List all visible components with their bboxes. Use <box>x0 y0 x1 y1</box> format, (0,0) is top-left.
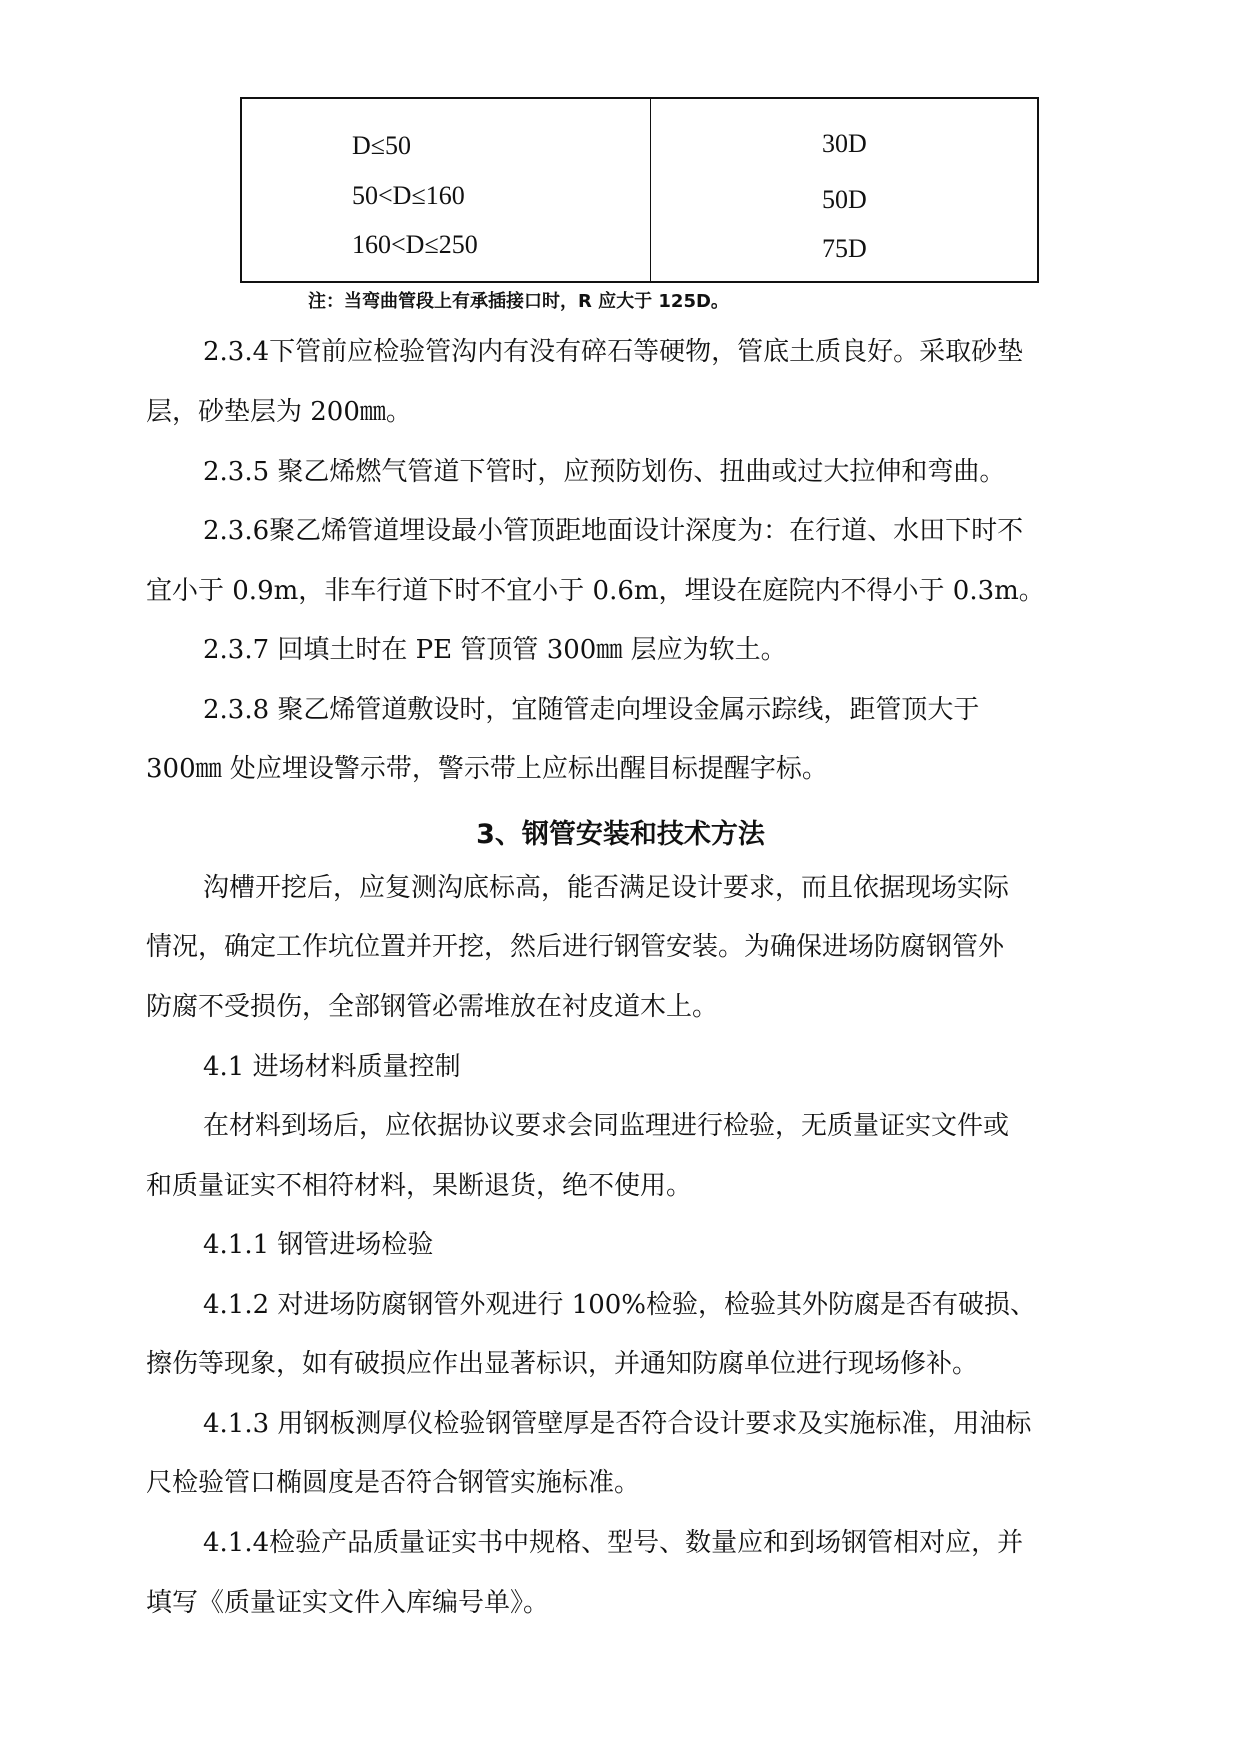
section-heading: 3、钢管安装和技术方法 <box>476 819 765 850</box>
paragraph-line: 4.1.4检验产品质量证实书中规格、型号、数量应和到场钢管相对应，并 <box>203 1528 1024 1558</box>
paragraph-line: 2.3.5 聚乙烯燃气管道下管时，应预防划伤、扭曲或过大拉伸和弯曲。 <box>203 457 1006 487</box>
table-cell-diameter-2: 50<D≤160 <box>352 181 465 210</box>
table-column-divider <box>650 99 651 281</box>
table-cell-diameter-1: D≤50 <box>352 131 412 160</box>
subsection-title: 4.1 进场材料质量控制 <box>203 1052 461 1082</box>
paragraph-line: 2.3.7 回填土时在 PE 管顶管 300㎜ 层应为软土。 <box>203 635 787 665</box>
paragraph-line: 在材料到场后，应依据协议要求会同监理进行检验，无质量证实文件或 <box>203 1111 1010 1141</box>
paragraph-line: 2.3.8 聚乙烯管道敷设时，宜随管走向埋设金属示踪线，距管顶大于 <box>203 695 980 725</box>
paragraph-line: 擦伤等现象，如有破损应作出显著标识，并通知防腐单位进行现场修补。 <box>146 1349 979 1379</box>
table-cell-radius-1: 30D <box>822 129 867 158</box>
paragraph-line: 尺检验管口椭圆度是否符合钢管实施标准。 <box>146 1468 641 1498</box>
paragraph-line: 4.1.1 钢管进场检验 <box>203 1230 434 1260</box>
paragraph-line: 4.1.3 用钢板测厚仪检验钢管壁厚是否符合设计要求及实施标准，用油标 <box>203 1409 1032 1439</box>
paragraph-line: 和质量证实不相符材料，果断退货，绝不使用。 <box>146 1171 693 1201</box>
paragraph-line: 填写《质量证实文件入库编号单》。 <box>146 1588 550 1618</box>
table-note: 注：当弯曲管段上有承插接口时，R 应大于 125D。 <box>308 291 729 312</box>
table-cell-radius-2: 50D <box>822 185 867 214</box>
paragraph-line: 2.3.4下管前应检验管沟内有没有碎石等硬物，管底土质良好。采取砂垫 <box>203 337 1024 367</box>
table-cell-radius-3: 75D <box>822 234 867 263</box>
paragraph-line: 300㎜ 处应埋设警示带，警示带上应标出醒目标提醒字标。 <box>146 754 828 784</box>
paragraph-line: 宜小于 0.9m，非车行道下时不宜小于 0.6m，埋设在庭院内不得小于 0.3m。 <box>146 576 1045 606</box>
paragraph-line: 2.3.6聚乙烯管道埋设最小管顶距地面设计深度为：在行道、水田下时不 <box>203 516 1024 546</box>
paragraph-line: 情况，确定工作坑位置并开挖，然后进行钢管安装。为确保进场防腐钢管外 <box>146 932 1005 962</box>
table-cell-diameter-3: 160<D≤250 <box>352 230 478 259</box>
paragraph-line: 层，砂垫层为 200㎜。 <box>146 397 412 427</box>
bend-radius-table <box>240 97 1039 283</box>
paragraph-line: 4.1.2 对进场防腐钢管外观进行 100%检验，检验其外防腐是否有破损、 <box>203 1290 1037 1320</box>
paragraph-line: 防腐不受损伤，全部钢管必需堆放在衬皮道木上。 <box>146 992 719 1022</box>
paragraph-line: 沟槽开挖后，应复测沟底标高，能否满足设计要求，而且依据现场实际 <box>203 873 1010 903</box>
